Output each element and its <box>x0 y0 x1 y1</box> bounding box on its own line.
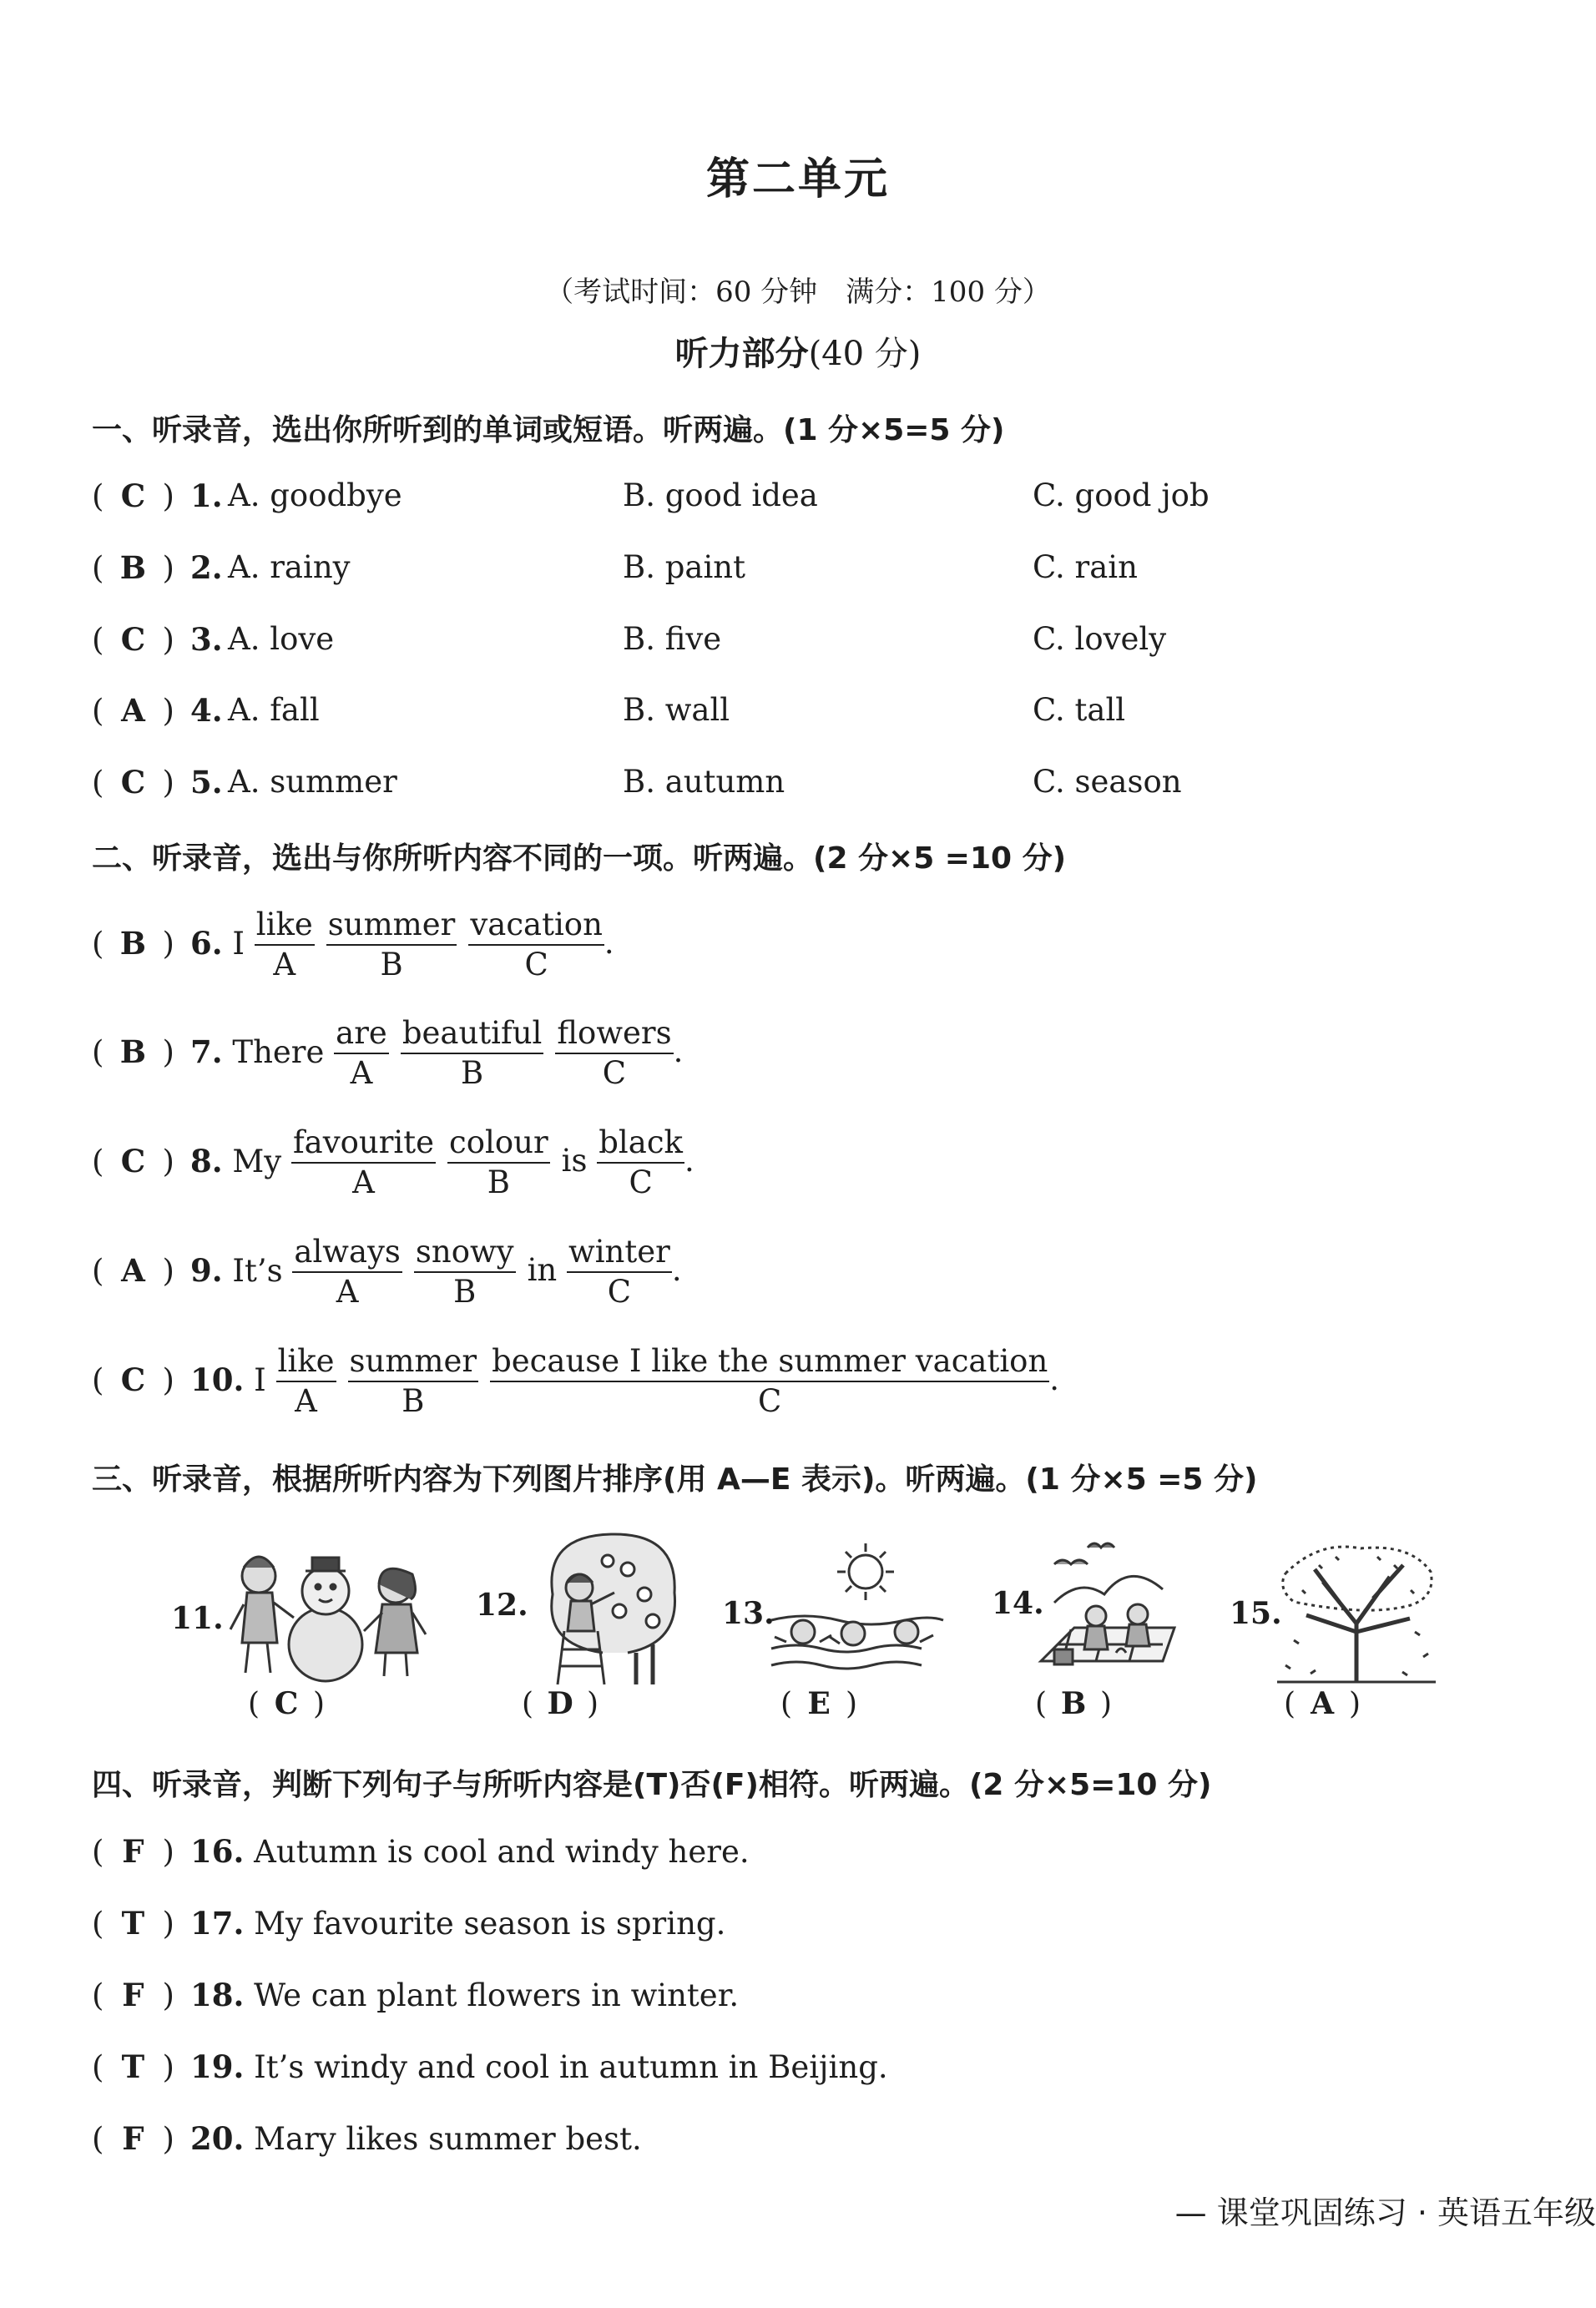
question-16: ( F ) 16. Autumn is cool and windy here. <box>92 1833 750 1870</box>
underlined-option-b: beautiful B <box>402 1015 543 1091</box>
option-b: B. autumn <box>623 764 785 800</box>
option-a: A. fall <box>228 692 320 728</box>
page-title: 第二单元 <box>705 154 890 205</box>
picture-11-label: 11. <box>171 1601 224 1636</box>
answer-bracket: ( F ) <box>92 1977 174 2013</box>
answer-bracket: ( C ) <box>92 764 174 800</box>
answer-bracket: ( F ) <box>92 1833 174 1870</box>
answer-bracket: ( T ) <box>92 1905 174 1942</box>
underlined-option-c: winter C <box>568 1234 670 1310</box>
question-19: ( T ) 19. It’s windy and cool in autumn in Beijing. <box>92 2048 888 2085</box>
question-2: ( B ) 2. A. rainy B. paint C. rain <box>92 549 1138 586</box>
section4-heading: 四、听录音，判断下列句子与所听内容是(T)否(F)相符。听两遍。(2 分×5=10 分) <box>92 1768 1212 1802</box>
underlined-option-a: like A <box>255 907 313 982</box>
picture-14-answer: ( B ) <box>1035 1686 1113 1721</box>
children-swimming-sun-icon <box>770 1540 945 1682</box>
question-4: ( A ) 4. A. fall B. wall C. tall <box>92 692 1126 729</box>
part-name: 听力部分 <box>674 335 809 373</box>
option-b: B. paint <box>623 549 745 585</box>
answer-bracket: ( B ) <box>92 549 174 586</box>
underlined-option-a: are A <box>336 1015 387 1091</box>
answer-bracket: ( T ) <box>92 2048 174 2085</box>
picture-15-label: 15. <box>1230 1596 1282 1631</box>
question-6: ( B ) 6. I like A summer B vacation C . <box>92 907 614 982</box>
question-1: ( C ) 1. A. goodbye B. good idea C. good job <box>92 477 1210 514</box>
question-18: ( F ) 18. We can plant flowers in winter. <box>92 1977 740 2013</box>
option-a: A. goodbye <box>228 477 402 513</box>
underlined-option-b: summer B <box>327 907 456 982</box>
option-b: B. wall <box>623 692 730 728</box>
question-3: ( C ) 3. A. love B. five C. lovely <box>92 621 1167 658</box>
picture-12-answer: ( D ) <box>522 1686 599 1721</box>
answer-bracket: ( C ) <box>92 1143 174 1179</box>
snowman-children-icon <box>219 1543 432 1684</box>
picture-15-answer: ( A ) <box>1284 1686 1361 1721</box>
option-a: A. summer <box>228 764 397 800</box>
answer-bracket: ( C ) <box>92 477 174 514</box>
section1-heading: 一、听录音，选出你所听到的单词或短语。听两遍。(1 分×5=5 分) <box>92 413 1005 447</box>
underlined-option-b: summer B <box>349 1343 477 1419</box>
question-8: ( C ) 8. My favourite A colour B is black C . <box>92 1124 694 1200</box>
autumn-tree-icon <box>1277 1540 1436 1686</box>
option-c: C. season <box>1033 764 1182 800</box>
underlined-option-b: snowy B <box>415 1234 514 1310</box>
underlined-option-c: because I like the summer vacation C <box>492 1343 1048 1419</box>
option-c: C. rain <box>1033 549 1138 585</box>
answer-bracket: ( C ) <box>92 621 174 658</box>
option-c: C. lovely <box>1033 621 1167 657</box>
option-c: C. good job <box>1033 477 1210 513</box>
answer-bracket: ( C ) <box>92 1361 174 1398</box>
question-20: ( F ) 20. Mary likes summer best. <box>92 2120 642 2157</box>
picture-13-answer: ( E ) <box>780 1686 858 1721</box>
picture-14-label: 14. <box>992 1586 1044 1621</box>
picture-12-label: 12. <box>476 1588 528 1623</box>
boy-picking-fruit-icon <box>528 1528 683 1686</box>
section3-heading: 三、听录音，根据所听内容为下列图片排序(用 A—E 表示)。听两遍。(1 分×5 =5 分) <box>92 1462 1258 1497</box>
answer-bracket: ( F ) <box>92 2120 174 2157</box>
answer-bracket: ( A ) <box>92 1252 174 1289</box>
option-a: A. love <box>228 621 335 657</box>
question-7: ( B ) 7. There are A beautiful B flowers C . <box>92 1015 684 1091</box>
picture-11-answer: ( C ) <box>248 1686 326 1721</box>
exam-info: （考试时间：60 分钟 满分：100 分） <box>545 275 1051 309</box>
underlined-option-c: vacation C <box>470 907 603 982</box>
picture-13-label: 13. <box>722 1596 775 1631</box>
question-10: ( C ) 10. I like A summer B because I like the summer vacation C . <box>92 1343 1060 1419</box>
answer-bracket: ( B ) <box>92 925 174 962</box>
option-c: C. tall <box>1033 692 1126 728</box>
option-a: A. rainy <box>228 549 351 585</box>
underlined-option-c: black C <box>598 1124 683 1200</box>
question-5: ( C ) 5. A. summer B. autumn C. season <box>92 764 1182 800</box>
underlined-option-b: colour B <box>449 1124 548 1200</box>
underlined-option-c: flowers C <box>557 1015 672 1091</box>
part-score: (40 分) <box>808 335 922 373</box>
option-b: B. five <box>623 621 722 657</box>
question-17: ( T ) 17. My favourite season is spring. <box>92 1905 726 1942</box>
underlined-option-a: favourite A <box>292 1124 435 1200</box>
underlined-option-a: always A <box>294 1234 401 1310</box>
answer-bracket: ( B ) <box>92 1033 174 1070</box>
page-footer: — 课堂巩固练习 · 英语五年级 <box>1174 2194 1596 2231</box>
answer-bracket: ( A ) <box>92 692 174 729</box>
section2-heading: 二、听录音，选出与你所听内容不同的一项。听两遍。(2 分×5 =10 分) <box>92 841 1067 876</box>
underlined-option-a: like A <box>277 1343 335 1419</box>
part-title <box>0 327 1596 375</box>
picnic-kites-icon <box>1038 1536 1184 1686</box>
question-9: ( A ) 9. It’s always A snowy B in winter C . <box>92 1234 682 1310</box>
option-b: B. good idea <box>623 477 818 513</box>
